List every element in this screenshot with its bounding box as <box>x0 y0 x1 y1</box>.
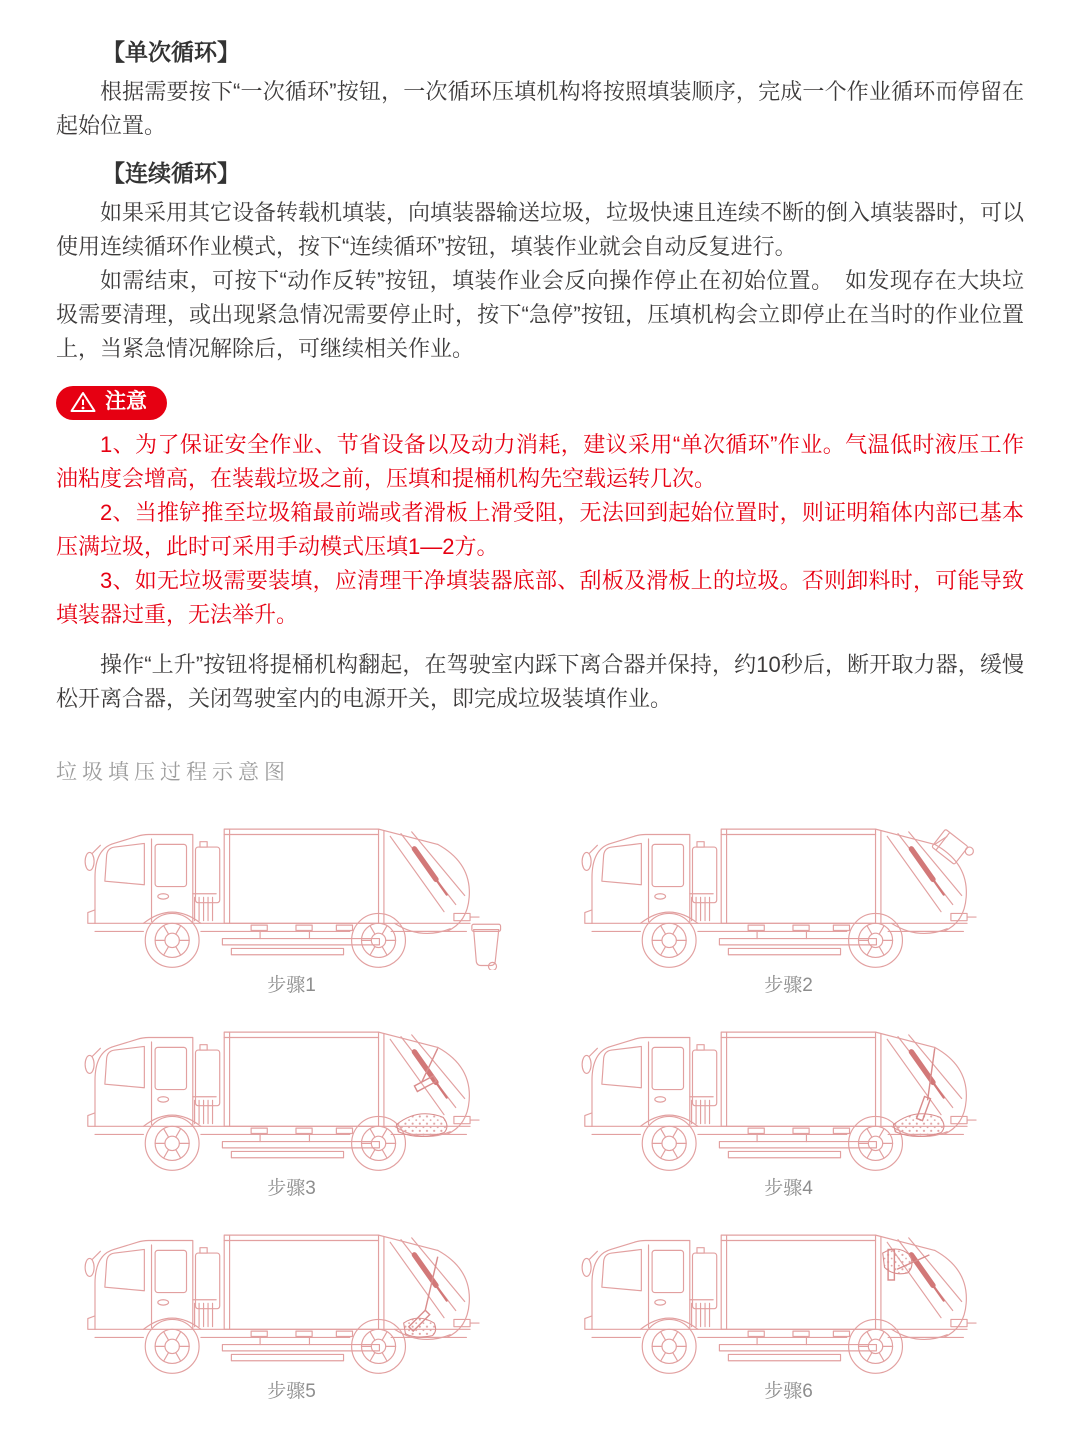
warning-triangle-icon <box>70 391 96 413</box>
step-label: 步骤2 <box>764 975 813 996</box>
process-step-figure-4 <box>553 1007 1024 1200</box>
process-step-figure-5 <box>56 1210 527 1403</box>
warning-item-2: 2、当推铲推至垃圾箱最前端或者滑板上滑受阻，无法回到起始位置时，则证明箱体内部已基本压满垃圾，此时可采用手动模式压填1—2方。 <box>56 500 1024 559</box>
garbage-truck-illustration-step2 <box>553 804 1024 970</box>
step-label: 步骤1 <box>267 975 316 996</box>
process-step-figure-6 <box>553 1210 1024 1403</box>
warning-item-3: 3、如无垃圾需要装填，应清理干净填装器底部、刮板及滑板上的垃圾。否则卸料时，可能导致填装器过重，无法举升。 <box>56 568 1024 627</box>
garbage-truck-illustration-step6 <box>553 1210 1024 1376</box>
para-stop-emergency: 如需结束，可按下“动作反转”按钮，填装作业会反向操作停止在初始位置。 如发现存在大块垃圾需要清理，或出现紧急情况需要停止时，按下“急停”按钮，压填机构会立即停止在当时的作业位置上，当紧急情况解除后，可继续相关作业。 <box>56 268 1024 361</box>
notice-badge-label: 注意 <box>105 390 147 413</box>
garbage-truck-illustration-step5 <box>56 1210 527 1376</box>
para-single-cycle: 根据需要按下“一次循环”按钮，一次循环压填机构将按照填装顺序，完成一个作业循环而停留在起始位置。 <box>56 79 1024 138</box>
section-heading-single-cycle: 【单次循环】 <box>102 39 240 65</box>
figure-section-title: 垃圾填压过程示意图 <box>56 761 290 784</box>
step-label: 步骤5 <box>267 1381 316 1402</box>
step-label: 步骤4 <box>764 1178 813 1199</box>
process-step-figure-2 <box>553 804 1024 997</box>
notice-badge <box>56 386 167 420</box>
para-continuous-cycle: 如果采用其它设备转载机填装，向填装器输送垃圾，垃圾快速且连续不断的倒入填装器时，可以使用连续循环作业模式，按下“连续循环”按钮，填装作业就会自动反复进行。 <box>56 200 1025 259</box>
garbage-truck-illustration-step4 <box>553 1007 1024 1173</box>
section-heading-continuous-cycle: 【连续循环】 <box>102 160 240 186</box>
para-finish-operation: 操作“上升”按钮将提桶机构翻起，在驾驶室内踩下离合器并保持，约10秒后，断开取力器，缓慢松开离合器，关闭驾驶室内的电源开关，即完成垃圾装填作业。 <box>56 652 1024 711</box>
garbage-truck-illustration-step1 <box>56 804 527 970</box>
step-label: 步骤6 <box>764 1381 813 1402</box>
process-step-figure-3 <box>56 1007 527 1200</box>
process-figure-grid <box>56 804 1024 1403</box>
warning-item-1: 1、为了保证安全作业、节省设备以及动力消耗，建议采用“单次循环”作业。气温低时液压工作油粘度会增高，在装载垃圾之前，压填和提桶机构先空载运转几次。 <box>56 432 1024 491</box>
step-label: 步骤3 <box>267 1178 316 1199</box>
process-step-figure-1 <box>56 804 527 997</box>
notice-row <box>56 386 1024 420</box>
garbage-truck-illustration-step3 <box>56 1007 527 1173</box>
